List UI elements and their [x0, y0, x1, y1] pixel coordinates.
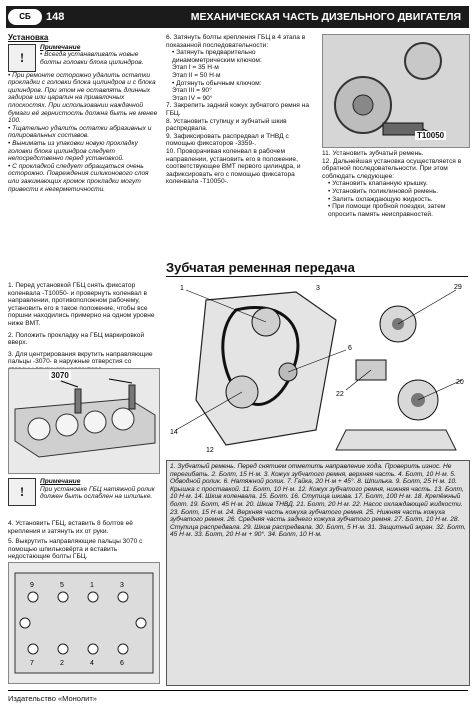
page-header: [6, 6, 469, 28]
step-text: Этап IV = 90°: [172, 94, 213, 102]
step-text: 9. Зафиксировать распредвал и ТНВД с помощью фиксаторов -3359-.: [166, 132, 289, 148]
figure-label: T10050: [417, 131, 445, 140]
note-item: • При ремонте осторожно удалить остатки прокладки с головки блока цилиндров и с блока цилиндров. При этом не оставлять длинных задиров или царапин на привалочных плоскостях. При использовании наждачной бумаги её зернистость должна быть не менее 100.: [8, 71, 158, 125]
step-text: Этап III = 90°: [172, 87, 212, 95]
svg-text:2: 2: [60, 660, 64, 667]
step-text: 7. Закрепить задний кожух зубчатого ремня на ГБЦ.: [166, 102, 310, 117]
step-text: 2. Положить прокладку на ГБЦ маркировкой вверх.: [8, 331, 145, 347]
step-text: • Установить клапанную крышку.: [328, 180, 428, 188]
step-text: 8. Установить ступицу и зубчатый шкив распредвала.: [166, 117, 287, 133]
svg-text:22: 22: [336, 391, 344, 398]
svg-text:1: 1: [90, 582, 94, 589]
chapter-title: МЕХАНИЧЕСКАЯ ЧАСТЬ ДИЗЕЛЬНОГО ДВИГАТЕЛЯ: [190, 11, 461, 23]
svg-text:6: 6: [120, 660, 124, 667]
svg-text:29: 29: [454, 284, 462, 291]
note-icon: !: [8, 478, 36, 506]
left-steps-2: [8, 520, 158, 561]
svg-text:20: 20: [456, 379, 464, 386]
section-rule: [166, 276, 468, 277]
svg-text:4: 4: [90, 660, 94, 667]
step-text: • Залить охлаждающую жидкость.: [328, 195, 433, 203]
step-text: • Установить поликлиновой ремень.: [328, 187, 439, 195]
note-item: • С прокладкой следует обращаться очень осторожно. Повреждения силиконового слоя или зажимающих кромок прокладки могут привести к негерметичности.: [8, 162, 149, 193]
head-gasket-figure: [8, 368, 160, 474]
publisher-name: Издательство «Монолит»: [8, 694, 97, 703]
note-item: • Всегда устанавливать новые болты головки блока цилиндров.: [40, 51, 144, 66]
svg-text:3: 3: [120, 582, 124, 589]
svg-text:9: 9: [30, 582, 34, 589]
bolt-sequence-figure: [8, 562, 160, 684]
step-text: 12. Дальнейшая установка осуществляется в обратной последовательности. При этом соблюдать следующее:: [322, 157, 462, 180]
step-text: 10. Проворачивая коленвал в рабочем направлении, установить его в положение, соответствующее ВМТ первого цилиндра, и зафиксировать его с помощью фиксатора коленвала -Т10050-.: [166, 147, 301, 186]
svg-text:7: 7: [30, 660, 34, 667]
svg-text:14: 14: [170, 429, 178, 436]
timing-belt-diagram: [166, 280, 468, 456]
svg-text:6: 6: [348, 345, 352, 352]
note2: [8, 478, 158, 506]
step-text: Этап II = 50 Н·м: [172, 71, 221, 79]
crank-lock-figure: [322, 34, 470, 148]
left-column: [8, 34, 158, 193]
svg-text:12: 12: [206, 447, 214, 454]
note-text: При установке ГБЦ натяжной ролик должен быть ослаблен на шпильке.: [40, 485, 155, 501]
caption-text: 1. Зубчатый ремень. Перед снятием отметить направление хода. Проверить износ. Не перегибать. 2. Болт, 15 Н·м. 3. Кожух зубчатого ремня, верхняя часть. 4. Болт, 10 Н·м. 5. Обводной ролик. 6. Натяжной ролик. 7. Гайка, 20 Н·м + 45°. 8. Шпилька. 9. Болт, 25 Н·м. 10. Крышка с проставкой. 11. Болт, 10 Н·м. 12. Кожух зубчатого ремня, нижняя часть. 13. Болт, 10 Н·м. 14. Шкив коленвала. 15. Болт. 16. Ступица шкива. 17. Болт, 100 Н·м. 18. Крепёжный болт. 19. Болт, 45 Н·м. 20. Шкив ТНВД. 21. Болт, 20 Н·м. 22. Насос охлаждающей жидкости. 23. Болт, 15 Н·м. 24. Верхняя часть кожуха зубчатого ремня. 25. Нижняя часть кожуха зубчатого ремня. 26. Средняя часть заднего кожуха зубчатого ремня. 27. Болт, 10 Н·м. 28. Ступица распредвала. 29. Шкив распредвала. 30. Болт, 5 Н·м. 31. Защитный экран. 32. Болт, 45 Н·м. 33. Болт, 20 Н·м + 90°. 34. Болт, 10 Н·м.: [170, 463, 466, 539]
middle-column: [166, 34, 316, 186]
step-text: • Затянуть предварительно динамометрическим ключом:: [172, 49, 262, 64]
step-text: • При помощи пробной поездки, затем опросить память неисправностей.: [328, 203, 446, 218]
step-text: 5. Выкрутить направляющие пальцы 3070 с помощью шпильковёрта и вставить недостающие болты ГБЦ.: [8, 538, 143, 561]
svg-text:1: 1: [180, 285, 184, 292]
install-heading: Установка: [8, 33, 49, 42]
footer-rule: [8, 690, 468, 691]
right-column-text: [322, 150, 468, 218]
figure-label: 3070: [51, 371, 69, 380]
diagram-caption: [166, 460, 470, 686]
step-text: • Дотянуть обычным ключом:: [172, 79, 262, 87]
publisher-logo: СБ: [8, 9, 42, 25]
step-text: 1. Перед установкой ГБЦ снять фиксатор коленвала -Т10050- и провернуть коленвал в направлении, противоположном рабочему, установить его в такое положение, чтобы все поршни находились примерно на одном уровне ниже ВМТ.: [8, 282, 155, 327]
note-label: Примечание: [40, 43, 81, 51]
svg-text:3: 3: [316, 285, 320, 292]
page-number: 148: [46, 11, 65, 23]
step-text: 4. Установить ГБЦ, вставить 8 болтов её крепления и затянуть их от руки.: [8, 520, 133, 535]
note-item: • Вынимать из упаковки новую прокладку головки блока цилиндров следует непосредственно перед установкой.: [8, 139, 138, 163]
svg-text:5: 5: [60, 582, 64, 589]
note-label: Примечание: [40, 478, 81, 485]
step-text: 6. Затянуть болты крепления ГБЦ в 4 этапа в показанной последовательности:: [166, 34, 306, 49]
note-icon: !: [8, 44, 36, 72]
step-text: Этап I = 35 Н·м: [172, 64, 219, 72]
step-text: 11. Установить зубчатый ремень.: [322, 150, 424, 157]
left-steps: [8, 282, 158, 374]
note-item: • Тщательно удалить остатки абразивных и полировальных составов.: [8, 124, 152, 140]
step-text: 3. Для центрирования вкрутить направляющие пальцы -3070- в наружные отверстия со: [8, 350, 153, 366]
section-title: Зубчатая ременная передача: [166, 260, 355, 275]
